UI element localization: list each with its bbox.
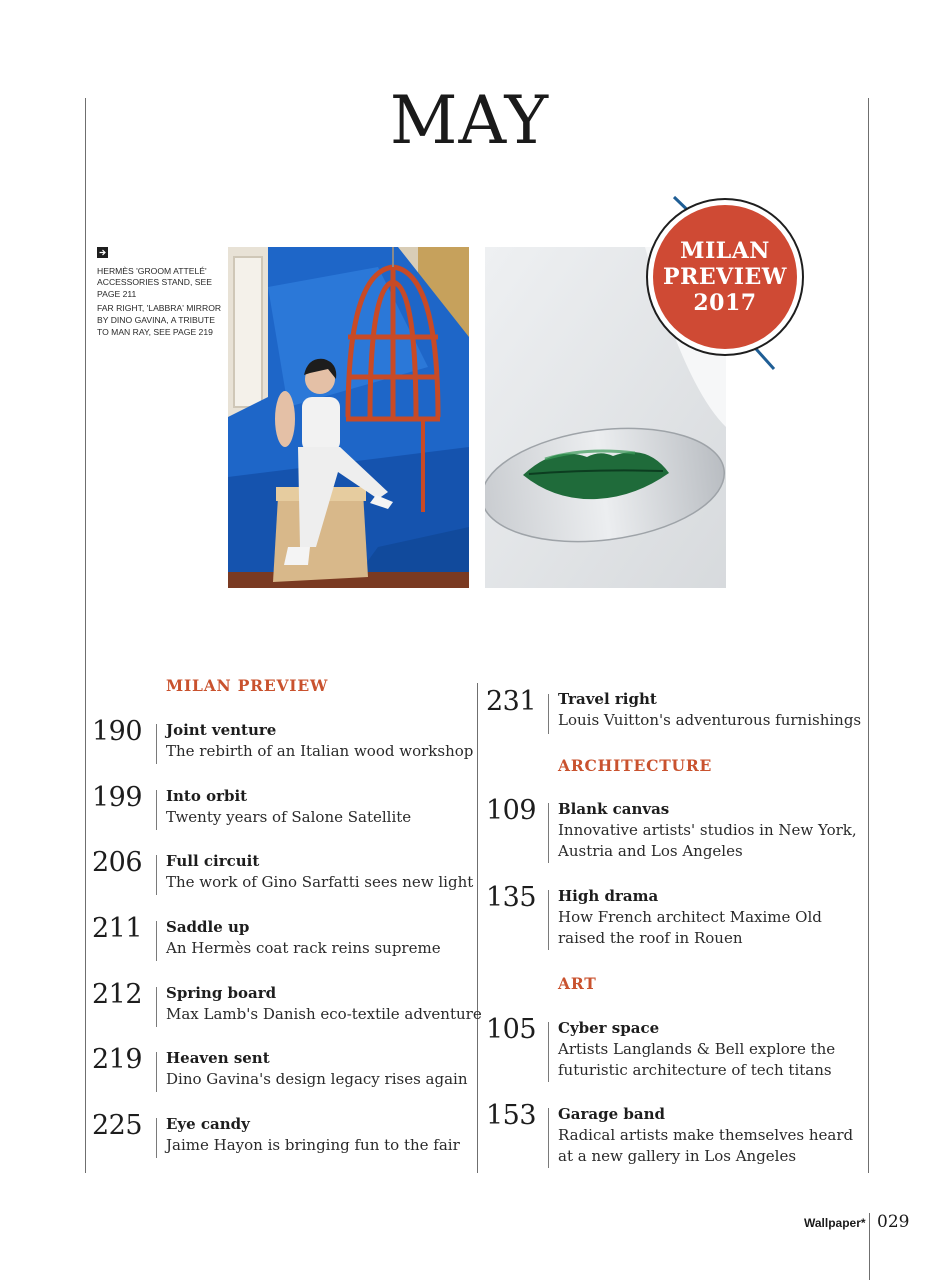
entry-description: The work of Gino Sarfatti sees new light xyxy=(166,873,474,891)
section-heading-milan-preview: MILAN PREVIEW xyxy=(166,676,329,695)
entry-title: Cyber space xyxy=(558,1019,660,1037)
photo-caption xyxy=(97,247,222,341)
entry-description: Jaime Hayon is bringing fun to the fair xyxy=(166,1136,460,1154)
entry-title: Travel right xyxy=(558,690,657,708)
badge-inner-circle xyxy=(653,205,797,349)
entry-description-line-1: Innovative artists' studios in New York, xyxy=(558,821,857,839)
entry-description: The rebirth of an Italian wood workshop xyxy=(166,742,474,760)
entry-description-line-2: at a new gallery in Los Angeles xyxy=(558,1147,797,1165)
entry-title: Blank canvas xyxy=(558,800,670,818)
entry-title: Garage band xyxy=(558,1105,666,1123)
page-number: 105 xyxy=(486,1014,537,1045)
badge-line-3: 2017 xyxy=(693,290,757,316)
entry-divider xyxy=(156,1052,157,1092)
hermes-stand-photo xyxy=(228,247,469,588)
caption-line-2: FAR RIGHT, 'LABBRA' MIRROR BY DINO GAVINA, A TRIBUTE TO MAN RAY, SEE PAGE 219 xyxy=(97,303,222,337)
page-number: 231 xyxy=(486,686,537,717)
page-number: 190 xyxy=(92,716,143,747)
page-title: MAY xyxy=(389,82,550,159)
page-number: 109 xyxy=(486,795,537,826)
entry-description: Twenty years of Salone Satellite xyxy=(166,808,412,826)
badge-line-1: MILAN xyxy=(680,238,770,264)
entry-divider xyxy=(548,1022,549,1082)
entry-description-line-2: raised the roof in Rouen xyxy=(558,929,743,947)
arrow-right-icon xyxy=(97,247,108,258)
entry-description: Dino Gavina's design legacy rises again xyxy=(166,1070,468,1088)
footer-divider-line xyxy=(869,1213,870,1280)
entry-description: An Hermès coat rack reins supreme xyxy=(166,939,441,957)
entry-description-line-2: futuristic architecture of tech titans xyxy=(558,1061,832,1079)
entry-title: Into orbit xyxy=(166,787,248,805)
toc-entry-153[interactable] xyxy=(486,1102,861,1168)
toc-entry-105[interactable] xyxy=(486,1016,861,1082)
entry-divider xyxy=(156,987,157,1027)
entry-divider xyxy=(156,855,157,895)
entry-divider xyxy=(156,790,157,830)
entry-title: Eye candy xyxy=(166,1115,250,1133)
left-border-line xyxy=(85,98,86,1173)
section-heading-architecture: ARCHITECTURE xyxy=(558,756,713,775)
page-number: 219 xyxy=(92,1044,143,1075)
toc-entry-109[interactable] xyxy=(486,797,861,863)
entry-divider xyxy=(548,1108,549,1168)
page-number: 206 xyxy=(92,847,143,878)
entry-description-line-1: Artists Langlands & Bell explore the xyxy=(558,1040,836,1058)
badge-line-2: PREVIEW xyxy=(663,264,787,290)
page-number: 135 xyxy=(486,882,537,913)
caption-line-1: HERMÈS 'GROOM ATTELÉ' ACCESSORIES STAND, SEE PAGE 211 xyxy=(97,265,212,299)
entry-title: High drama xyxy=(558,887,659,905)
page-number: 211 xyxy=(92,913,143,944)
entry-description: Max Lamb's Danish eco-textile adventure xyxy=(166,1005,482,1023)
page-number: 212 xyxy=(92,979,143,1010)
toc-entry-190[interactable] xyxy=(92,718,472,764)
entry-description: Louis Vuitton's adventurous furnishings xyxy=(558,711,862,729)
entry-title: Spring board xyxy=(166,984,277,1002)
entry-divider xyxy=(548,694,549,734)
entry-description-line-2: Austria and Los Angeles xyxy=(558,842,743,860)
toc-entry-212[interactable] xyxy=(92,979,482,1027)
entry-description-line-1: Radical artists make themselves heard xyxy=(558,1126,854,1144)
entry-title: Joint venture xyxy=(166,721,277,739)
magazine-brand: Wallpaper* xyxy=(804,1216,866,1230)
entry-divider xyxy=(156,1118,157,1158)
column-divider-line xyxy=(477,683,478,1173)
toc-entry-225[interactable] xyxy=(92,1112,472,1158)
toc-entry-211[interactable] xyxy=(92,915,472,961)
entry-divider xyxy=(156,724,157,764)
right-border-line xyxy=(868,98,869,1173)
toc-entry-199[interactable] xyxy=(92,784,472,830)
entry-title: Saddle up xyxy=(166,918,250,936)
entry-divider xyxy=(548,803,549,863)
entry-divider xyxy=(156,921,157,961)
toc-entry-206[interactable] xyxy=(92,849,472,895)
entry-description-line-1: How French architect Maxime Old xyxy=(558,908,822,926)
milan-preview-badge xyxy=(640,193,812,373)
page-folio: 029 xyxy=(877,1212,910,1232)
entry-title: Heaven sent xyxy=(166,1049,270,1067)
toc-entry-135[interactable] xyxy=(486,884,861,950)
page-number: 225 xyxy=(92,1110,143,1141)
entry-divider xyxy=(548,890,549,950)
page-number: 199 xyxy=(92,782,143,813)
page-number: 153 xyxy=(486,1100,537,1131)
toc-entry-219[interactable] xyxy=(92,1046,472,1092)
section-heading-art: ART xyxy=(558,974,597,993)
entry-title: Full circuit xyxy=(166,852,260,870)
toc-entry-231[interactable] xyxy=(486,688,861,734)
